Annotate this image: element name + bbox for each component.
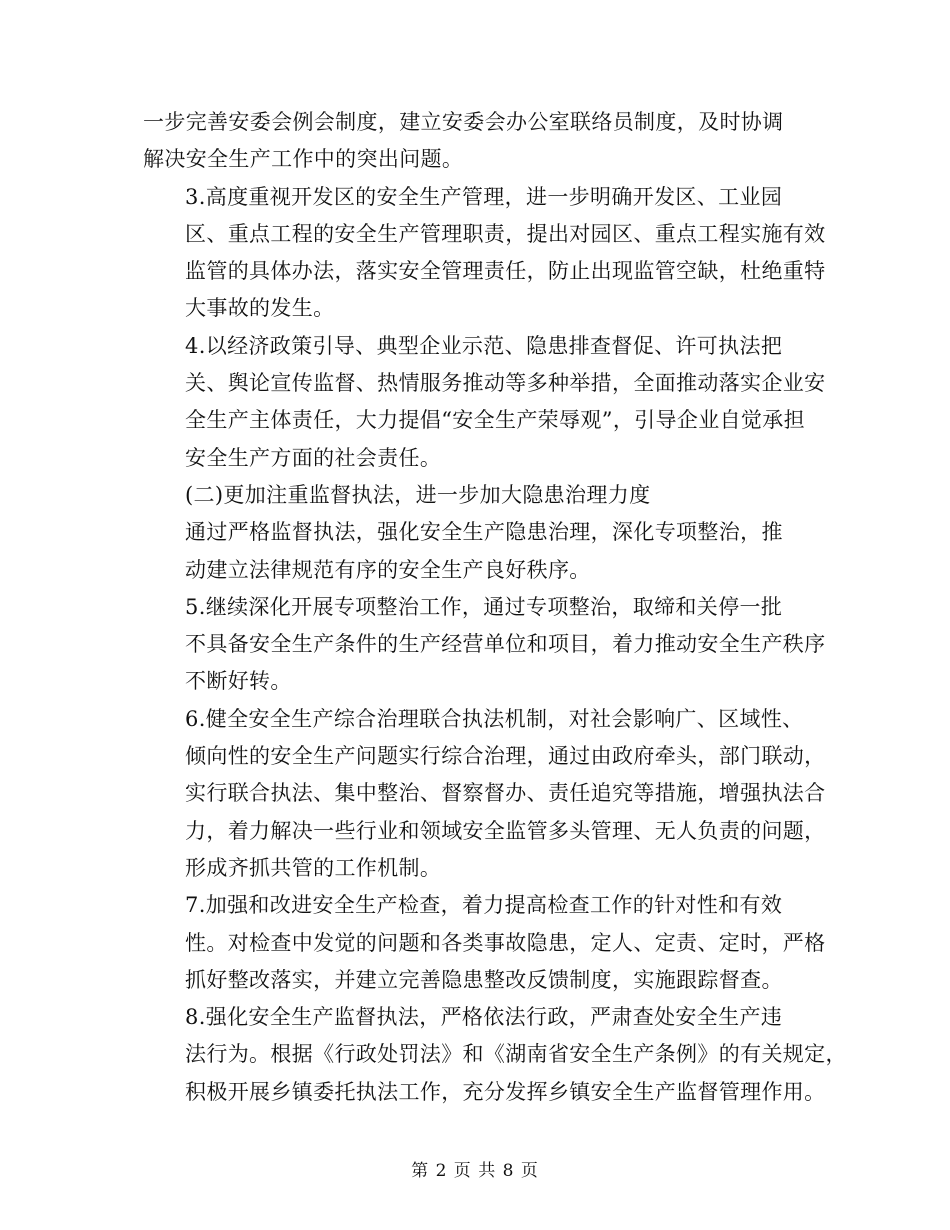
paragraph — [143, 887, 826, 999]
text-line: 全生产主体责任，大力提倡“安全生产荣辱观”，引导企业自觉承担 — [185, 408, 805, 433]
text-line: (二)更加注重监督执法，进一步加大隐患治理力度 — [185, 482, 651, 507]
text-line: 通过严格监督执法，强化安全生产隐患治理，深化专项整治，推 — [185, 520, 783, 545]
paragraph — [143, 104, 811, 179]
paragraph — [143, 514, 811, 589]
paragraph — [143, 328, 826, 477]
text-line: 7.加强和改进安全生产检查，着力提高检查工作的针对性和有效 — [185, 893, 783, 918]
text-line: 积极开展乡镇委托执法工作，充分发挥乡镇安全生产监督管理作用。 — [185, 1079, 826, 1104]
paragraph — [143, 589, 826, 701]
text-line: 5.继续深化开展专项整治工作，通过专项整治，取缔和关停一批 — [185, 594, 783, 619]
text-line: 8.强化安全生产监督执法，严格依法行政，严肃查处安全生产违 — [185, 1005, 783, 1030]
paragraph — [143, 477, 811, 514]
text-line: 倾向性的安全生产问题实行综合治理，通过由政府牵头，部门联动， — [185, 744, 826, 769]
text-line: 安全生产方面的社会责任。 — [185, 445, 442, 470]
text-line: 抓好整改落实，并建立完善隐患整改反馈制度，实施跟踪督查。 — [185, 967, 783, 992]
text-line: 形成齐抓共管的工作机制。 — [185, 855, 442, 880]
text-line: 不断好转。 — [185, 669, 292, 694]
paragraph — [143, 179, 826, 328]
text-line: 力，着力解决一些行业和领域安全监管多头管理、无人负责的问题， — [185, 818, 826, 843]
text-line: 关、舆论宣传监督、热情服务推动等多种举措，全面推动落实企业安 — [185, 371, 826, 396]
text-line: 实行联合执法、集中整治、督察督办、责任追究等措施，增强执法合 — [185, 781, 826, 806]
text-line: 4.以经济政策引导、典型企业示范、隐患排查督促、许可执法把 — [185, 333, 783, 358]
text-line: 区、重点工程的安全生产管理职责，提出对园区、重点工程实施有效 — [185, 221, 826, 246]
document-body — [143, 104, 847, 1111]
text-line: 性。对检查中发觉的问题和各类事故隐患，定人、定责、定时，严格 — [185, 930, 826, 955]
text-line: 一步完善安委会例会制度，建立安委会办公室联络员制度，及时协调 — [143, 110, 784, 134]
text-line: 3.高度重视开发区的安全生产管理，进一步明确开发区、工业园 — [185, 184, 783, 209]
text-line: 法行为。根据《行政处罚法》和《湖南省安全生产条例》的有关规定， — [185, 1042, 847, 1067]
text-line: 6.健全安全生产综合治理联合执法机制，对社会影响广、区域性、 — [185, 706, 804, 731]
text-line: 解决安全生产工作中的突出问题。 — [143, 147, 464, 172]
text-line: 不具备安全生产条件的生产经营单位和项目，着力推动安全生产秩序 — [185, 632, 826, 657]
page-footer: 第 2 页 共 8 页 — [411, 1161, 539, 1181]
text-line: 监管的具体办法，落实安全管理责任，防止出现监管空缺，杜绝重特 — [185, 259, 826, 284]
text-line: 动建立法律规范有序的安全生产良好秩序。 — [185, 557, 591, 582]
text-line: 大事故的发生。 — [185, 296, 335, 321]
paragraph — [143, 999, 847, 1111]
paragraph — [143, 701, 826, 887]
